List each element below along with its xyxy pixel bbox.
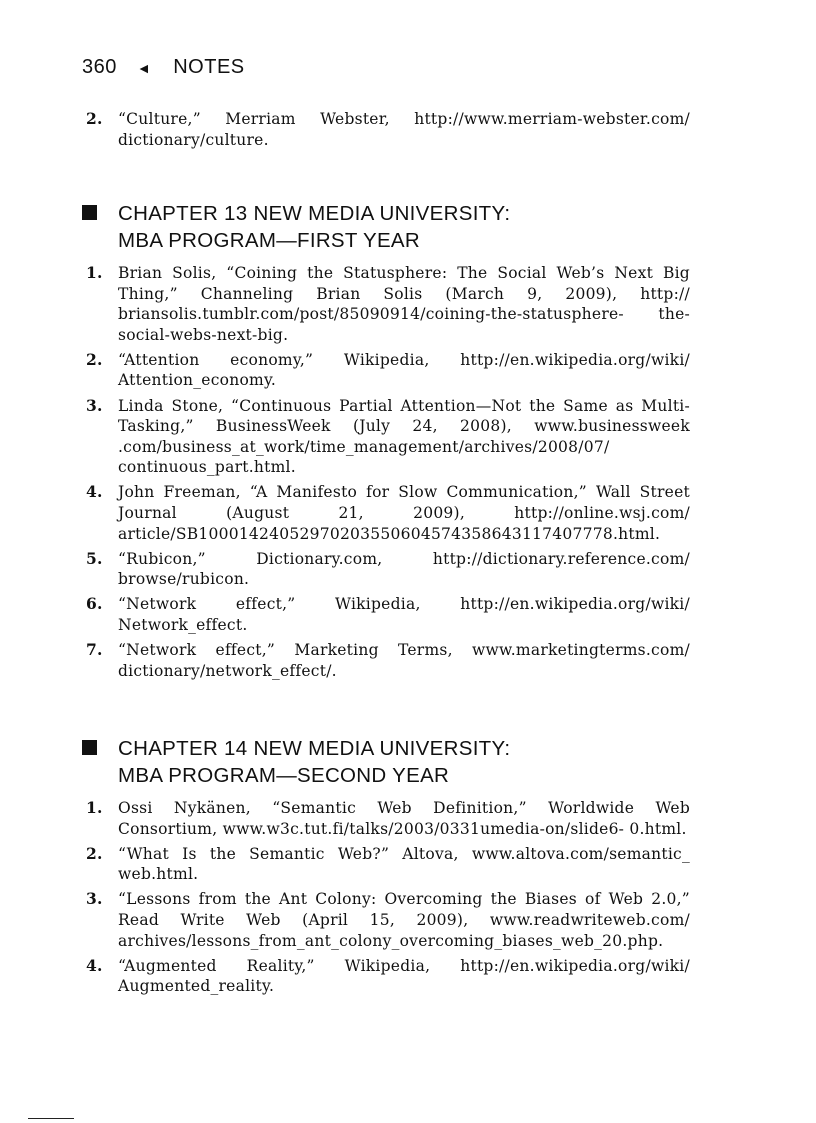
chapter-title-line: MBA PROGRAM—SECOND YEAR [118, 764, 450, 787]
chapter-title-line: CHAPTER 13 NEW MEDIA UNIVERSITY: [118, 202, 511, 225]
note-item: 4. John Freeman, “A Manifesto for Slow Communication,” Wall Street Journal (August 21, 2009), http://online.wsj.com/ article/SB10001424052970203550604574358643117407778.html. [86, 482, 691, 543]
note-item: 3. “Lessons from the Ant Colony: Overcoming the Biases of Web 2.0,” Read Write Web (April 15, 2009), www.readwriteweb.com/ archives/lessons_from_ant_colony_overcoming_biases_web_20.php. [86, 889, 690, 950]
page-number: 360 [82, 56, 117, 78]
note-item: 1. Brian Solis, “Coining the Statusphere: The Social Web’s Next Big Thing,” Channeling Brian Solis (March 9, 2009), http:// briansolis.tumblr.com/post/85090914/coining-the-statusphere- the-social-webs-next-big. [86, 263, 690, 344]
chapter-title-line: MBA PROGRAM—FIRST YEAR [118, 229, 421, 252]
note-list [86, 263, 690, 686]
square-bullet-icon [82, 740, 97, 755]
note-list [86, 109, 690, 155]
note-item: 2. “Culture,” Merriam Webster, http://www.merriam-webster.com/ dictionary/culture. [86, 109, 690, 149]
chapter-title-line: CHAPTER 14 NEW MEDIA UNIVERSITY: [118, 737, 511, 760]
running-title: NOTES [173, 56, 245, 78]
running-head [82, 56, 245, 79]
note-item: 2. “Attention economy,” Wikipedia, http://en.wikipedia.org/wiki/ Attention_economy. [86, 349, 690, 390]
note-item: 3. Linda Stone, “Continuous Partial Attention—Not the Same as Multi-Tasking,” BusinessWeek (July 24, 2008), www.businessweek .com/business_at_work/time_management/archives/2008/07/ continuous_part.html. [86, 395, 690, 477]
note-item: 2. “What Is the Semantic Web?” Altova, www.altova.com/semantic_ web.html. [86, 843, 690, 884]
square-bullet-icon [82, 205, 97, 220]
left-arrow-icon: ◄ [136, 59, 152, 76]
note-item: 6. “Network effect,” Wikipedia, http://en.wikipedia.org/wiki/ Network_effect. [86, 594, 690, 634]
note-item: 5. “Rubicon,” Dictionary.com, http://dictionary.reference.com/ browse/rubicon. [86, 548, 690, 589]
note-item: 1. Ossi Nykänen, “Semantic Web Definition,” Worldwide Web Consortium, www.w3c.tut.fi/talks/2003/0331umedia-on/slide6- 0.html. [86, 798, 690, 838]
note-item: 7. “Network effect,” Marketing Terms, www.marketingterms.com/ dictionary/network_effect/. [86, 640, 690, 680]
note-list [86, 798, 690, 1001]
page-edge-rule [28, 1118, 74, 1119]
chapter-13-heading [82, 200, 510, 254]
note-item: 4. “Augmented Reality,” Wikipedia, http://en.wikipedia.org/wiki/ Augmented_reality. [86, 955, 690, 996]
chapter-14-heading [82, 735, 510, 789]
